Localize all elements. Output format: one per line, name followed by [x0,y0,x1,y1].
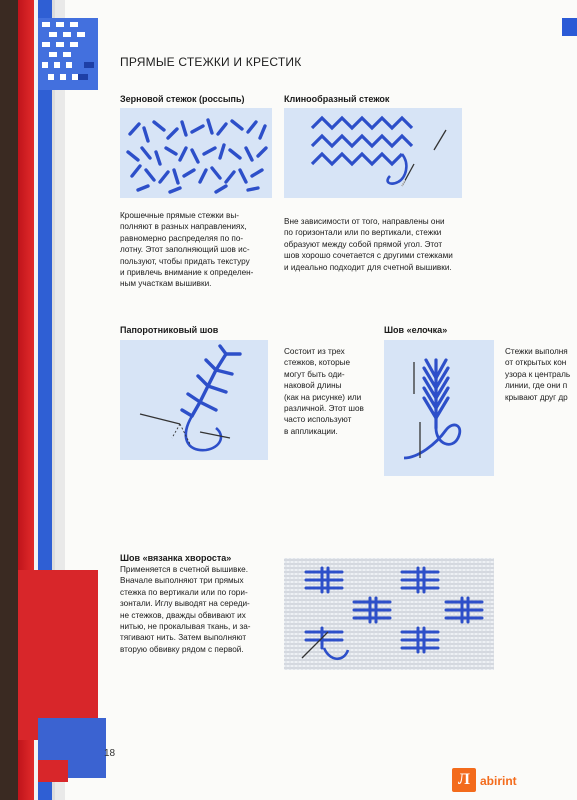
herringbone-stitch-title: Шов «елочка» [384,325,448,335]
text-line: крывают друг др [505,392,568,402]
text-line: линии, где они п [505,381,568,391]
text-line: наковой длины [284,381,342,391]
herringbone-stitch-illustration [384,340,494,476]
text-line: (как на рисунке) или [284,392,362,402]
blue-right-tab [562,18,577,36]
text-line: от открытых кон [505,358,567,368]
text-line: не стежков, дважды обвивают их [120,610,246,620]
text-line: по горизонтали или по вертикали, стежки [284,228,442,238]
seed-stitch-title: Зерновой стежок (россыпь) [120,94,245,104]
text-line: образуют между собой прямой угол. Этот [284,239,443,249]
text-line: Вначале выполняют три прямых [120,576,244,586]
text-line: могут быть оди- [284,369,345,379]
seed-stitch-illustration [120,108,272,198]
zigzag-stitch-illustration [284,108,462,198]
fern-stitch-title: Папоротниковый шов [120,325,219,335]
text-line: вторую обвивку рядом с первой. [120,644,244,654]
text-line: стежков, которые [284,358,351,368]
herringbone-stitch-description [505,346,577,403]
text-line: и идеально подходит для счетной вышивки. [284,262,452,272]
fern-stitch-icon [120,340,268,460]
stitch-pattern-icon [38,18,98,90]
text-line: стежка по вертикали или по гори- [120,587,248,597]
red-corner-flap [18,570,98,740]
text-line: Состоит из трех [284,347,345,356]
seed-stitch-description [120,210,253,290]
text-line: узора к централь [505,369,571,379]
herringbone-stitch-icon [384,340,494,476]
text-line: различной. Этот шов [284,404,364,414]
fern-stitch-description [284,346,380,437]
sheaf-stitch-title: Шов «вязанка хвороста» [120,553,232,563]
text-line: зонтали. Иглу выводят на середи- [120,599,250,609]
zigzag-stitch-icon [284,108,462,198]
fern-stitch-illustration [120,340,268,460]
text-line: Стежки выполня [505,347,568,356]
zigzag-stitch-title: Клинообразный стежок [284,94,390,104]
zigzag-stitch-description [284,216,453,273]
text-line: в аппликации. [284,426,338,436]
text-line: часто используют [284,415,352,425]
red-bottom-tab [38,760,68,782]
text-line: лотну. Этот заполняющий шов ис- [120,245,250,255]
text-line: ным участкам вышивки. [120,279,212,289]
sheaf-stitch-icon [284,558,494,670]
text-line: пользуют, чтобы придать текстуру [120,256,250,266]
text-line: равномерно распределяя по по- [120,233,244,243]
sheaf-stitch-description [120,564,250,655]
sheaf-stitch-illustration [284,558,494,670]
page-shadow-edge [0,0,18,800]
publisher-logo [452,768,562,792]
publisher-logo-name: abirint [480,774,517,788]
text-line: Применяется в счетной вышивке. [120,565,248,574]
text-line: полняют в разных направлениях, [120,222,247,232]
text-line: Вне зависимости от того, направлены они [284,217,445,226]
text-line: и привлечь внимание к определен- [120,268,254,278]
page-title: ПРЯМЫЕ СТЕЖКИ И КРЕСТИК [120,55,302,69]
seed-stitch-icon [120,108,272,198]
publisher-logo-badge: Л [452,768,476,792]
page-number: 18 [104,748,116,759]
text-line: нитью, не прокалывая ткань, и за- [120,622,251,632]
text-line: Крошечные прямые стежки вы- [120,211,239,220]
text-line: шов хорошо сочетается с другими стежками [284,251,453,261]
text-line: тягивают нить. Затем выполняют [120,633,247,643]
